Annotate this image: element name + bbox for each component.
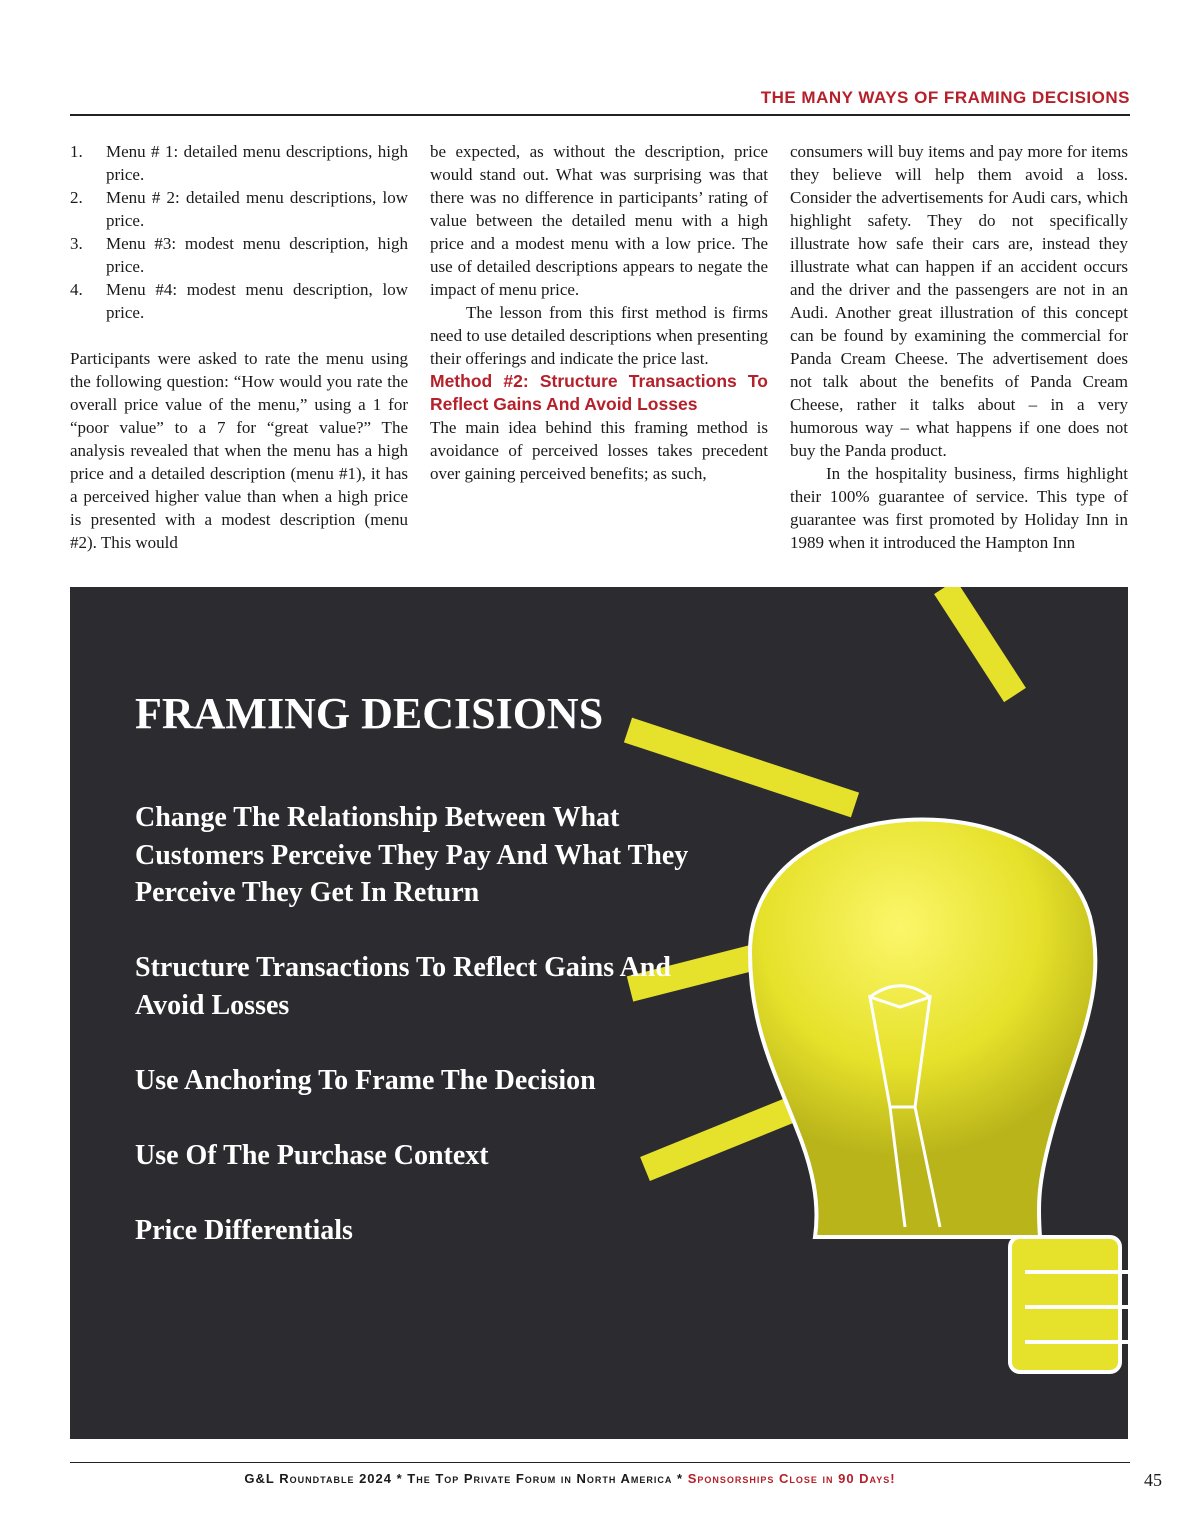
list-number: 2. [70,188,83,207]
body-paragraph: be expected, as without the description, price would stand out. What was surprising was that there was no difference in participants’ rating of value between the detailed menu with a high price and a modest menu with a low price. The use of detailed descriptions appears to negate the impact of menu price. [430,142,768,299]
list-number: 4. [70,280,83,299]
list-item [70,140,408,186]
list-item [70,232,408,278]
menu-list [70,140,408,324]
page-number: 45 [1144,1470,1162,1490]
header-title: THE MANY WAYS OF FRAMING DECISIONS [760,88,1130,107]
section-subheading: Method #2: Structure Transactions To Reflect Gains And Avoid Losses [430,371,768,414]
header-divider [70,114,1130,116]
list-number: 3. [70,234,83,253]
running-header [70,88,1130,108]
light-ray [628,730,855,805]
list-item [70,278,408,324]
framing-decisions-infographic [70,587,1128,1439]
body-paragraph: In the hospitality business, firms highlight their 100% guarantee of service. This type of guarantee was first promoted by Holiday Inn in 1989 when it introduced the Hampton Inn [790,464,1128,552]
light-ray [945,587,1015,695]
infographic-item: Use Anchoring To Frame The Decision [135,1064,596,1096]
infographic-item: Structure Transactions To Reflect Gains And Avoid Losses [135,952,671,1021]
infographic-item: Use Of The Purchase Context [135,1139,489,1171]
article-column-3 [790,140,1128,554]
list-text: Menu # 2: detailed menu descriptions, low price. [106,188,408,230]
body-paragraph: Participants were asked to rate the menu using the following question: “How would you rate the overall price value of the menu,” using a 1 for “poor value” to a 7 for “great value?” The analysis revealed that when the menu has a high price and a detailed description (menu #1), it has a perceived higher value than when a high price is presented with a modest description (menu #2). This would [70,349,408,552]
footer-divider [70,1462,1130,1463]
infographic-title: FRAMING DECISIONS [135,689,604,738]
body-paragraph: The main idea behind this framing method is avoidance of perceived losses takes precedent over gaining perceived benefits; as such, [430,418,768,483]
list-text: Menu # 1: detailed menu descriptions, high price. [106,142,408,184]
list-text: Menu #4: modest menu description, low price. [106,280,408,322]
bulb-base [1010,1237,1128,1372]
article-column-2 [430,140,768,485]
infographic-item: Price Differentials [135,1214,353,1246]
bulb-glass [750,820,1095,1237]
list-item [70,186,408,232]
infographic-item: Change The Relationship Between What Customers Perceive They Pay And What They Perceive They Get In Return [135,802,689,908]
list-text: Menu #3: modest menu description, high price. [106,234,408,276]
list-number: 1. [70,142,83,161]
infographic-list [135,799,695,1287]
footer-highlight: Sponsorships Close in 90 Days! [687,1471,896,1486]
body-paragraph: The lesson from this first method is firms need to use detailed descriptions when presenting their offerings and indicate the price last. [430,303,768,368]
page-footer [70,1471,1070,1486]
article-column-1 [70,140,408,554]
body-paragraph: consumers will buy items and pay more for items they believe will help them avoid a loss. Consider the advertisements for Audi cars, which highlight safety. They do not specifically illustrate how safe their cars are, instead they illustrate what can happen if an accident occurs and the driver and the passengers are not in an Audi. Another great illustration of this concept can be found by examining the commercial for Panda Cream Cheese. The advertisement does not talk about the benefits of Panda Cream Cheese, rather it talks about – in a very humorous way – what happens if one does not buy the Panda product. [790,142,1128,460]
footer-text: G&L Roundtable 2024 * The Top Private Forum in North America * [244,1471,688,1486]
